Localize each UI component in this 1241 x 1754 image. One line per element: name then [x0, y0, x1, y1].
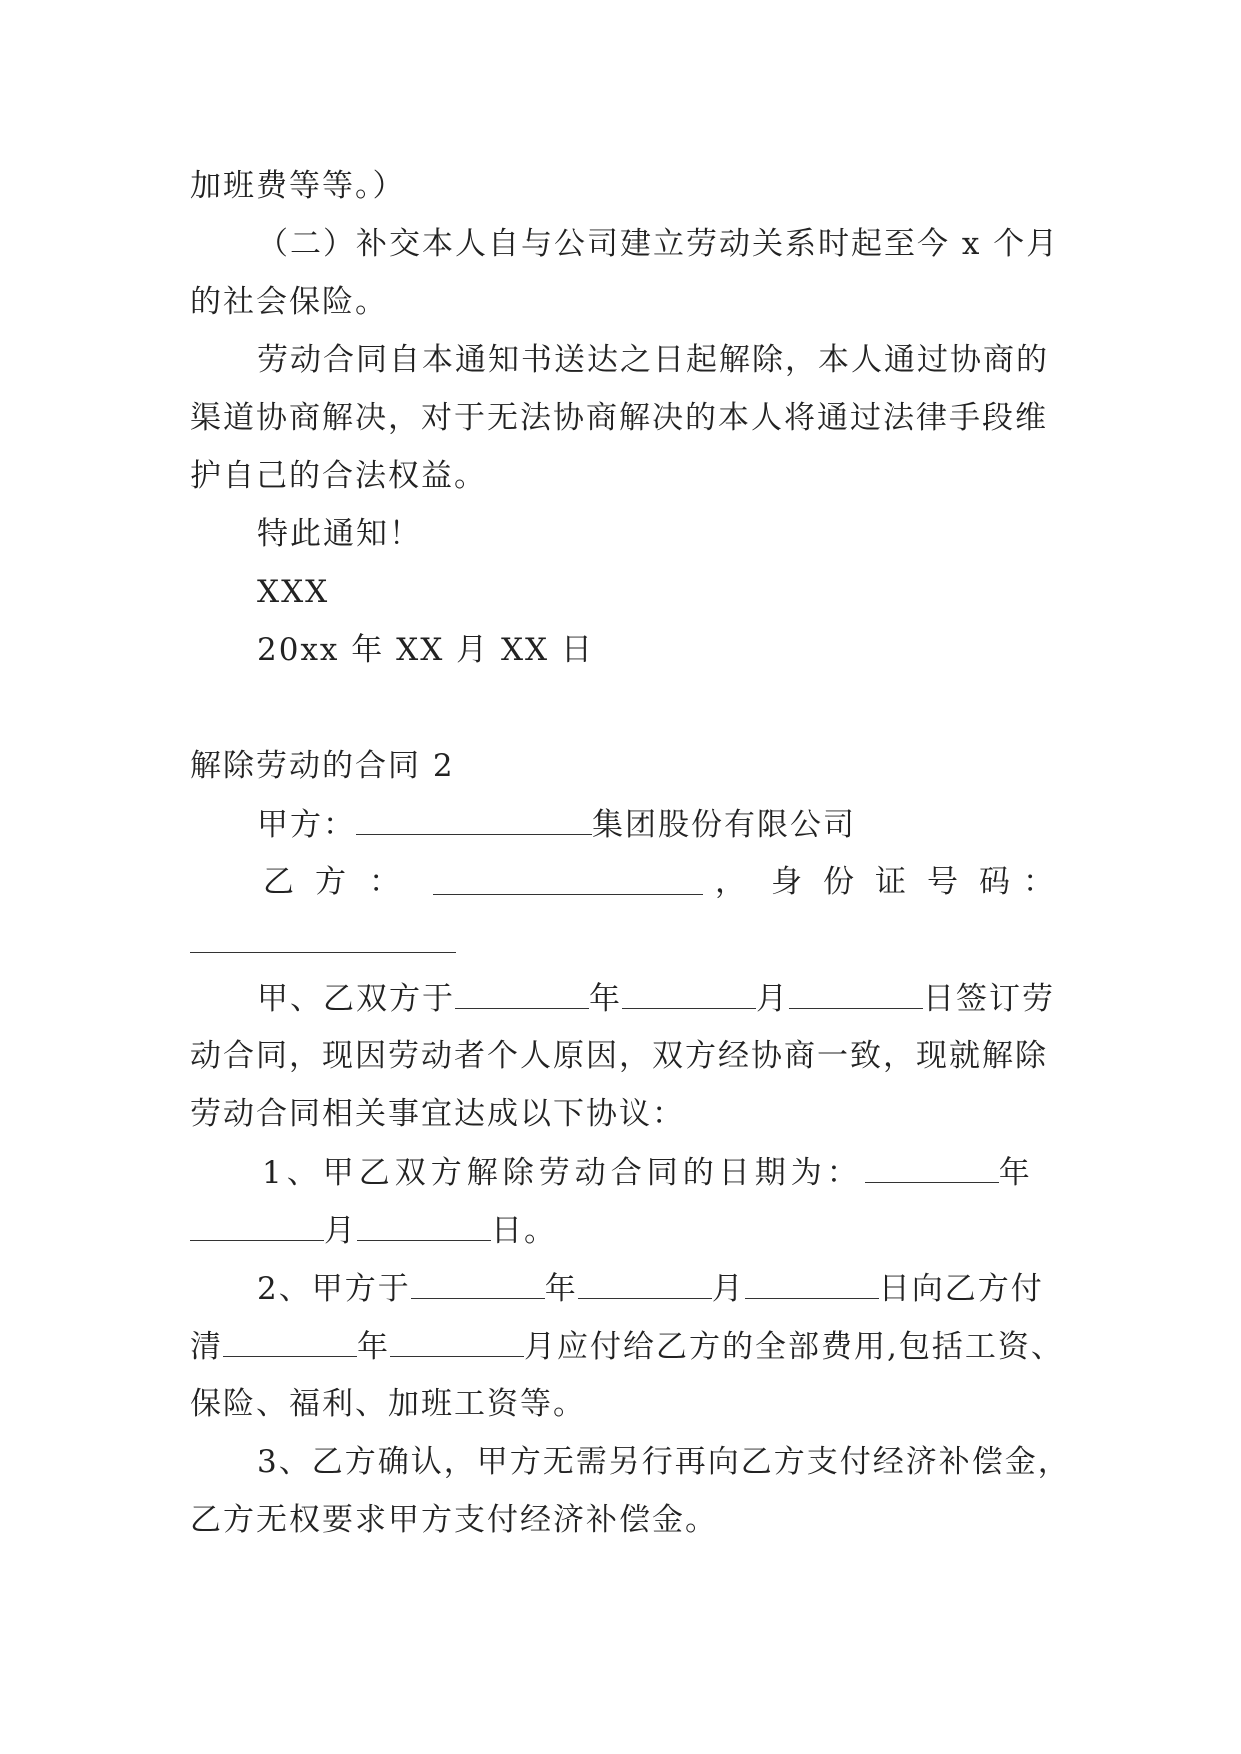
paragraph-line: 劳动合同自本通知书送达之日起解除，本人通过协商的: [257, 342, 1049, 378]
paragraph-line: 劳动合同相关事宜达成以下协议：: [190, 1096, 685, 1132]
year-label: 年: [589, 981, 622, 1017]
agreement-text: 日签订劳: [923, 981, 1055, 1017]
party-b-char: 方: [315, 864, 346, 900]
party-a-label: 甲方：: [257, 807, 356, 843]
day-blank: [357, 1210, 491, 1241]
party-a-suffix: 集团股份有限公司: [592, 807, 856, 843]
paragraph-line: 加班费等等。）: [190, 168, 406, 204]
year-blank: [223, 1326, 357, 1357]
section-title: 解除劳动的合同 2: [190, 748, 455, 784]
year-label: 年: [544, 1271, 578, 1307]
item-2-line-2: [190, 1326, 1064, 1367]
id-label-colon: ：: [1023, 864, 1054, 900]
month-blank: [190, 1210, 324, 1241]
item-2-text: 2、甲方于: [257, 1271, 411, 1307]
day-label: 日。: [491, 1213, 557, 1249]
year-label: 年: [357, 1329, 390, 1365]
item-1-line-2: [190, 1210, 557, 1251]
item-1-line: [262, 1152, 1035, 1193]
item-2-text: 日向乙方付: [878, 1271, 1044, 1307]
id-label-char: 份: [823, 864, 854, 900]
agreement-text: 甲、乙双方于: [257, 981, 455, 1017]
paragraph-line: 保险、福利、加班工资等。: [190, 1386, 586, 1422]
paragraph-line: 动合同，现因劳动者个人原因，双方经协商一致，现就解除: [190, 1038, 1048, 1074]
month-blank: [578, 1268, 712, 1299]
id-label-char: 证: [875, 864, 906, 900]
day-blank: [789, 978, 923, 1009]
item-1-text: 1、甲乙双方解除劳动合同的日期为：: [262, 1155, 863, 1191]
party-b-colon: ：: [369, 864, 400, 900]
paragraph-line: 的社会保险。: [190, 284, 388, 320]
month-label: 月: [711, 1271, 745, 1307]
paragraph-line: 护自己的合法权益。: [190, 458, 487, 494]
year-label: 年: [998, 1155, 1035, 1191]
id-label-char: 号: [927, 864, 958, 900]
month-label: 月: [756, 981, 789, 1017]
item-3-line-2: 乙方无权要求甲方支付经济补偿金。: [190, 1502, 718, 1538]
paragraph-line: 渠道协商解决，对于无法协商解决的本人将通过法律手段维: [190, 400, 1048, 436]
agreement-line: [257, 978, 1055, 1019]
signer-name: XXX: [257, 574, 330, 610]
month-blank: [622, 978, 756, 1009]
party-b-comma: ，: [715, 864, 746, 900]
id-number-blank: [190, 922, 456, 953]
signature-date: 20xx 年 XX 月 XX 日: [257, 632, 594, 668]
month-blank: [390, 1326, 524, 1357]
year-blank: [411, 1268, 545, 1299]
party-b-blank: [433, 864, 703, 895]
notice-line: 特此通知！: [257, 516, 422, 552]
paragraph-line: （二）补交本人自与公司建立劳动关系时起至今 x 个月: [257, 226, 1060, 262]
item-2-line: [257, 1268, 1044, 1309]
month-label: 月: [324, 1213, 357, 1249]
item-2-text: 月应付给乙方的全部费用,包括工资、: [524, 1329, 1064, 1365]
item-3-line: 3、乙方确认，甲方无需另行再向乙方支付经济补偿金，: [257, 1444, 1071, 1480]
year-blank: [865, 1152, 999, 1183]
id-label-char: 码: [979, 864, 1010, 900]
party-a-blank: [356, 804, 592, 835]
id-label-char: 身: [771, 864, 802, 900]
item-2-text: 清: [190, 1329, 223, 1365]
year-blank: [455, 978, 589, 1009]
party-b-char: 乙: [263, 864, 294, 900]
day-blank: [745, 1268, 879, 1299]
party-a-line: [257, 804, 856, 845]
